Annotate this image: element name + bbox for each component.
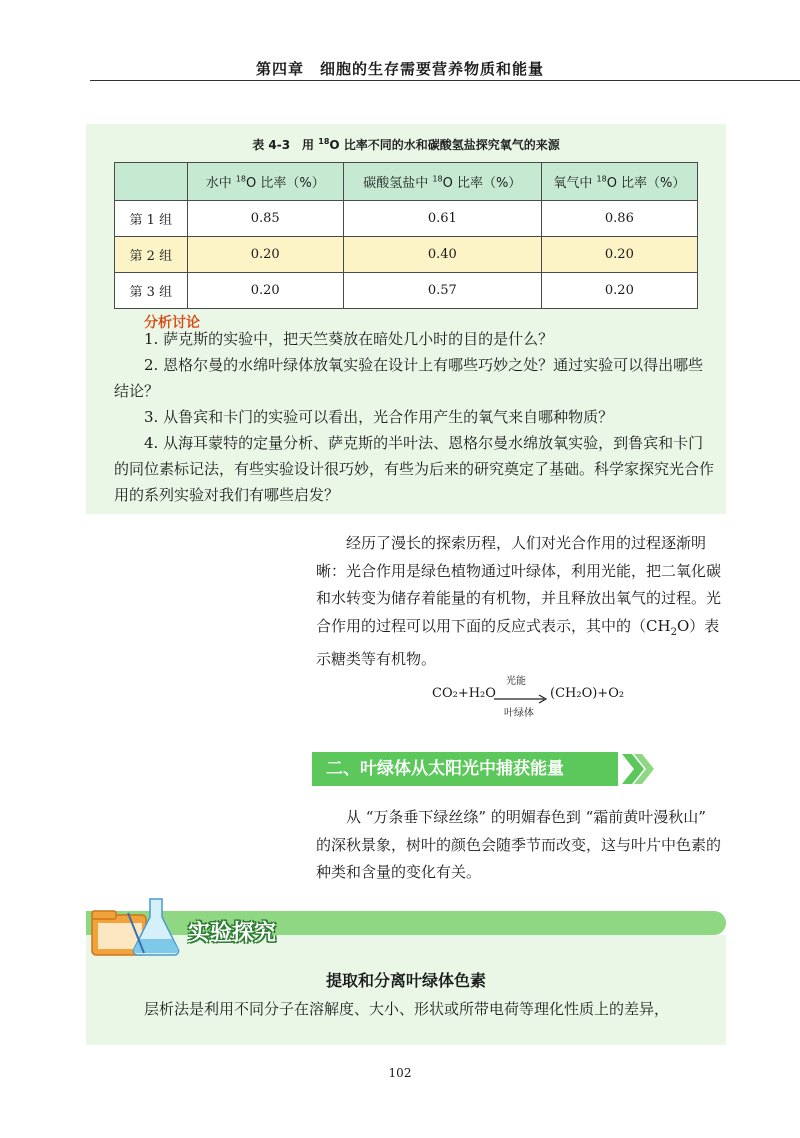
discussion-question-2: 2. 恩格尔曼的水绵叶绿体放氧实验在设计上有哪些巧妙之处？通过实验可以得出哪些结论？ (114, 356, 704, 400)
cell-bicarbonate: 0.61 (343, 201, 541, 237)
flask-folder-icon (88, 893, 188, 963)
table-row (115, 237, 698, 273)
section-banner: 二、叶绿体从太阳光中捕获能量 (312, 752, 618, 786)
cell-bicarbonate: 0.40 (343, 237, 541, 273)
isotope-table (114, 162, 698, 309)
table-row (115, 201, 698, 237)
cell-water: 0.20 (187, 273, 343, 309)
equation-condition-light: 光能 (506, 676, 526, 687)
chapter-header: 第四章 细胞的生存需要营养物质和能量 (255, 60, 544, 78)
page-number: 102 (388, 1066, 412, 1080)
header-rule (90, 80, 800, 81)
cell-water: 0.20 (187, 237, 343, 273)
cell-oxygen: 0.20 (541, 237, 697, 273)
cell-water: 0.85 (187, 201, 343, 237)
equation-arrow-icon (494, 694, 548, 704)
experiment-text: 层析法是利用不同分子在溶解度、大小、形状或所带电荷等理化性质上的差异， (144, 1000, 670, 1018)
cell-oxygen: 0.86 (541, 201, 697, 237)
row-label: 第 2 组 (115, 237, 188, 273)
row-label: 第 1 组 (115, 201, 188, 237)
table-caption (86, 136, 726, 153)
row-label: 第 3 组 (115, 273, 188, 309)
photosynthesis-equation (432, 672, 662, 722)
discussion-question-3: 3. 从鲁宾和卡门的实验可以看出，光合作用产生的氧气来自哪种物质？ (144, 408, 614, 426)
header-water: 水中 $^{18}$O 比率（%） (187, 163, 343, 201)
discussion-question-1: 1. 萨克斯的实验中，把天竺葵放在暗处几小时的目的是什么？ (144, 330, 554, 348)
cell-bicarbonate: 0.57 (343, 273, 541, 309)
equation-condition-chloroplast: 叶绿体 (504, 708, 534, 719)
table-row (115, 273, 698, 309)
discussion-heading: 分析讨论 (144, 315, 200, 331)
cell-oxygen: 0.20 (541, 273, 697, 309)
header-oxygen: 氧气中 $^{18}$O 比率（%） (541, 163, 697, 201)
double-chevron-icon (620, 752, 656, 786)
header-bicarbonate: 碳酸氢盐中 $^{18}$O 比率（%） (343, 163, 541, 201)
experiment-label: 实验探究 (188, 921, 277, 946)
caption-prefix: 表 4-3 用 (252, 138, 319, 152)
discussion-question-4: 4. 从海耳蒙特的定量分析、萨克斯的半叶法、恩格尔曼水绵放氧实验，到鲁宾和卡门的同位素标记法，有些实验设计很巧妙，有些为后来的研究奠定了基础。科学家探究光合作用的系列实验对我们有哪些启发？ (114, 434, 715, 504)
caption-superscript: 18 (318, 137, 330, 146)
equation-reactants: CO₂+H₂O (432, 686, 496, 701)
caption-suffix: O 比率不同的水和碳酸氢盐探究氧气的来源 (329, 138, 560, 152)
experiment-title: 提取和分离叶绿体色素 (325, 971, 486, 990)
leaf-color-paragraph: 从 “万条垂下绿丝绦” 的明媚春色到 “霜前黄叶漫秋山” 的深秋景象，树叶的颜色会随季节而改变，这与叶片中色素的种类和含量的变化有关。 (316, 808, 722, 881)
header-empty-cell (115, 163, 188, 201)
photosynthesis-paragraph: 经历了漫长的探索历程，人们对光合作用的过程逐渐明晰：光合作用是绿色植物通过叶绿体，利用光能，把二氧化碳和水转变为储存着能量的有机物，并且释放出氧气的过程。光合作用的过程可以用下面的反应式表示，其中的$(CH_2O)$表示糖类等有机物。 (316, 534, 722, 668)
equation-products: (CH₂O)+O₂ (550, 686, 625, 701)
table-header-row (115, 163, 698, 201)
